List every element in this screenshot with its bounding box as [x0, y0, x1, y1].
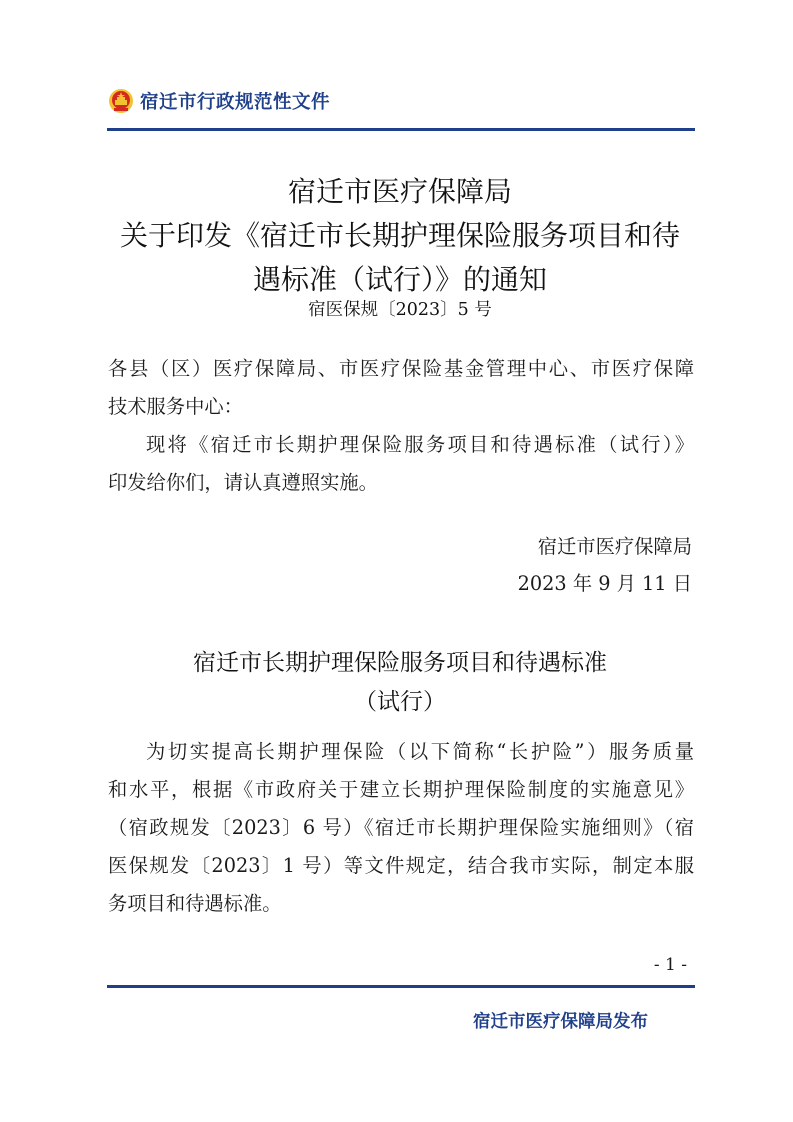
body-line: 务项目和待遇标准。	[108, 892, 282, 915]
recipients	[108, 350, 694, 426]
document-number: 宿医保规〔2023〕5 号	[308, 300, 492, 320]
page-number: - 1 -	[653, 955, 687, 975]
recipients-line: 技术服务中心：	[108, 395, 243, 418]
national-emblem-icon	[108, 88, 134, 114]
attachment-body	[108, 733, 694, 923]
body-intro	[108, 426, 694, 502]
signature-org: 宿迁市医疗保障局	[537, 535, 692, 558]
header-title: 宿迁市行政规范性文件	[140, 92, 331, 113]
title-line: 宿迁市医疗保障局	[287, 175, 512, 208]
recipients-line: 各县（区）医疗保障局、市医疗保险基金管理中心、市医疗保障	[108, 357, 694, 380]
title-line: 关于印发《宿迁市长期护理保险服务项目和待	[119, 219, 680, 252]
body-line: 医保规发〔2023〕1 号）等文件规定，结合我市实际，制定本服	[108, 854, 694, 877]
footer-divider	[107, 985, 695, 988]
document-header	[108, 86, 330, 116]
title-line: 遇标准（试行）》的通知	[252, 263, 547, 296]
attachment-title-line2: （试行）	[354, 689, 446, 715]
signature-date: 2023 年 9 月 11 日	[517, 572, 692, 595]
attachment-title-line1: 宿迁市长期护理保险服务项目和待遇标准	[193, 650, 607, 676]
footer-publisher: 宿迁市医疗保障局发布	[473, 1012, 648, 1032]
document-title	[100, 170, 700, 302]
body-line: 现将《宿迁市长期护理保险服务项目和待遇标准（试行）》	[146, 433, 694, 456]
body-line: 为切实提高长期护理保险（以下简称“长护险”）服务质量	[146, 740, 694, 763]
header-divider	[107, 128, 695, 131]
body-line: （宿政规发〔2023〕6 号）《宿迁市长期护理保险实施细则》（宿	[108, 816, 694, 839]
body-line: 印发给你们，请认真遵照实施。	[108, 471, 378, 494]
body-line: 和水平，根据《市政府关于建立长期护理保险制度的实施意见》	[108, 778, 694, 801]
